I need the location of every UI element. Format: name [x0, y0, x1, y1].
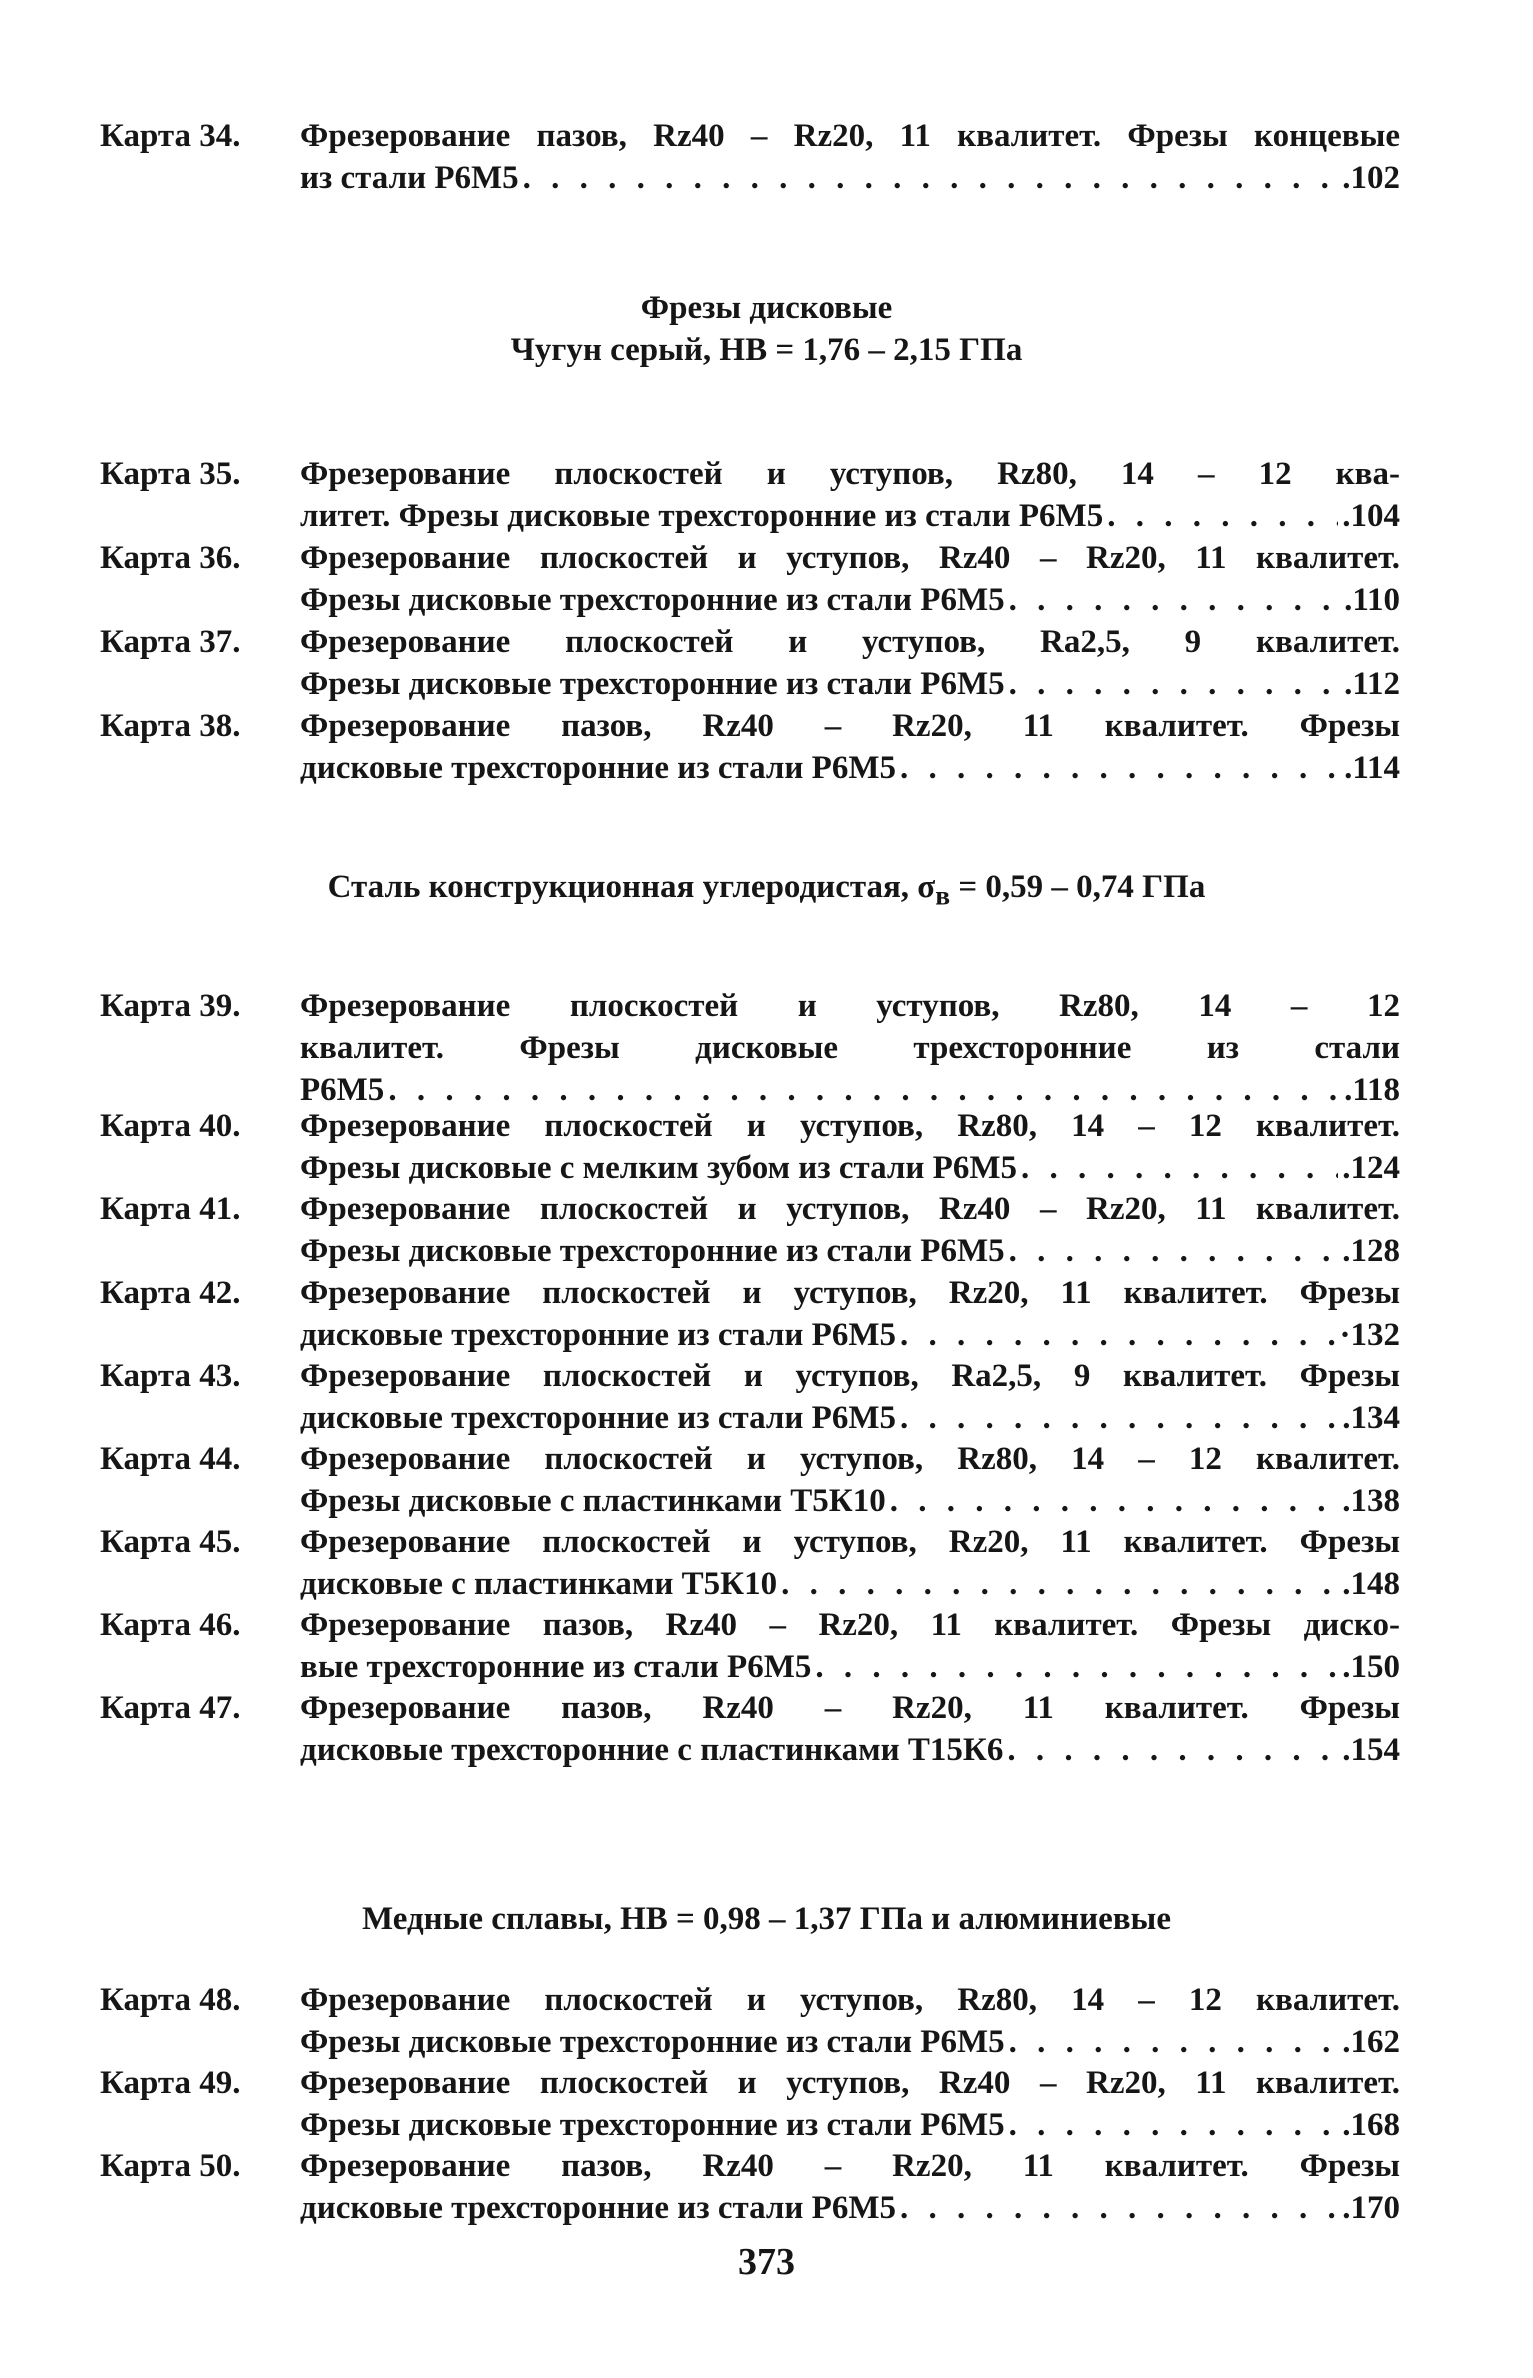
- entry-line: Фрезы дисковые трехсторонние из стали Р6М5: [300, 666, 1005, 702]
- entry-text: [300, 1105, 1400, 1189]
- entry-leader-line: [300, 157, 1400, 199]
- entry-page: .112: [1344, 666, 1400, 702]
- entry-text: [300, 1438, 1400, 1522]
- section-title-subscript: в: [935, 879, 951, 911]
- dot-leader: [1009, 1230, 1339, 1272]
- entry-leader-line: [300, 2187, 1400, 2229]
- entry-label: Карта 43.: [100, 1358, 241, 1394]
- entry-line: Фрезы дисковые трехсторонние из стали Р6М5: [300, 2107, 1005, 2143]
- entry-line: Фрезерование пазов, Rz40 – Rz20, 11 квалитет. Фрезы: [300, 708, 1400, 744]
- entry-leader-line: [300, 1480, 1400, 1522]
- dot-leader: [1021, 1147, 1338, 1189]
- entry-text: [300, 453, 1400, 537]
- entry-text: [300, 985, 1400, 1111]
- entry-line: Фрезы дисковые трехсторонние из стали Р6М5: [300, 582, 1005, 618]
- entry-page: .104: [1342, 498, 1400, 534]
- dot-leader: [1009, 2021, 1339, 2063]
- entry-leader-line: [300, 495, 1400, 537]
- entry-text: [300, 705, 1400, 789]
- page-number: 373: [738, 2241, 795, 2283]
- dot-leader: [781, 1563, 1338, 1605]
- entry-leader-line: [300, 663, 1400, 705]
- entry-label: Карта 36.: [100, 540, 241, 576]
- entry-label: Карта 45.: [100, 1524, 241, 1560]
- entry-text: [300, 1687, 1400, 1771]
- section-title: [0, 865, 1533, 918]
- entry-text: [300, 1355, 1400, 1439]
- dot-leader: [815, 1646, 1338, 1688]
- entry-line: Фрезерование плоскостей и уступов, Rz80, 14 – 12 квалитет.: [300, 1108, 1400, 1144]
- entry-label: Карта 38.: [100, 708, 241, 744]
- entry-page: .118: [1344, 1072, 1400, 1108]
- entry-line: Фрезерование плоскостей и уступов, Rz40 – Rz20, 11 квалитет.: [300, 1191, 1400, 1227]
- entry-line: дисковые с пластинками Т5К10: [300, 1566, 778, 1602]
- entry-line: Фрезерование плоскостей и уступов, Rz80, 14 – 12 квалитет.: [300, 1441, 1400, 1477]
- entry-line: из стали Р6М5: [300, 160, 519, 196]
- entry-text: [300, 1188, 1400, 1272]
- entry-leader-line: [300, 1646, 1400, 1688]
- entry-leader-line: [300, 1147, 1400, 1189]
- entry-text: [300, 1272, 1400, 1356]
- entry-page: .110: [1344, 582, 1400, 618]
- entry-leader-line: [300, 2021, 1400, 2063]
- entry-line: Фрезы дисковые с мелким зубом из стали Р6М5: [300, 1150, 1017, 1186]
- entry-text: [300, 115, 1400, 199]
- entry-line: Фрезерование плоскостей и уступов, Ra2,5, 9 квалитет. Фрезы: [300, 1358, 1400, 1394]
- entry-leader-line: [300, 1314, 1400, 1356]
- dot-leader: [1007, 1729, 1338, 1771]
- entry-page: .114: [1344, 750, 1400, 786]
- dot-leader: [900, 1397, 1338, 1439]
- entry-page: ·132: [1339, 1317, 1400, 1353]
- dot-leader: [900, 1314, 1336, 1356]
- entry-line: дисковые трехсторонние из стали Р6М5: [300, 1317, 896, 1353]
- entry-text: [300, 1604, 1400, 1688]
- entry-line: дисковые трехсторонние из стали Р6М5: [300, 1400, 896, 1436]
- entry-label: Карта 46.: [100, 1607, 241, 1643]
- entry-label: Карта 42.: [100, 1275, 241, 1311]
- entry-text: [300, 2145, 1400, 2229]
- dot-leader: [1107, 495, 1338, 537]
- entry-label: Карта 41.: [100, 1191, 241, 1227]
- entry-line: вые трехсторонние из стали Р6М5: [300, 1649, 812, 1685]
- entry-line: Фрезерование плоскостей и уступов, Rz40 – Rz20, 11 квалитет.: [300, 2065, 1400, 2101]
- entry-leader-line: [300, 579, 1400, 621]
- entry-line: Фрезерование плоскостей и уступов, Rz20, 11 квалитет. Фрезы: [300, 1524, 1400, 1560]
- entry-page: .138: [1342, 1483, 1400, 1519]
- entry-line: Фрезерование пазов, Rz40 – Rz20, 11 квалитет. Фрезы: [300, 1690, 1400, 1726]
- entry-page: .154: [1342, 1732, 1400, 1768]
- entry-page: .148: [1342, 1566, 1400, 1602]
- entry-label: Карта 44.: [100, 1441, 241, 1477]
- entry-line: Р6М5: [300, 1072, 385, 1108]
- entry-line: Фрезерование плоскостей и уступов, Rz80, 14 – 12 ква-: [300, 456, 1400, 492]
- entry-label: Карта 34.: [100, 118, 241, 154]
- entry-line: Фрезерование плоскостей и уступов, Rz20, 11 квалитет. Фрезы: [300, 1275, 1400, 1311]
- entry-page: .162: [1342, 2024, 1400, 2060]
- entry-page: .150: [1342, 1649, 1400, 1685]
- section-subtitle: Чугун серый, НВ = 1,76 – 2,15 ГПа: [510, 332, 1023, 368]
- entry-page: .168: [1342, 2107, 1400, 2143]
- dot-leader: [523, 157, 1339, 199]
- entry-label: Карта 37.: [100, 624, 241, 660]
- entry-line: Фрезерование пазов, Rz40 – Rz20, 11 квалитет. Фрезы концевые: [300, 118, 1400, 154]
- entry-leader-line: [300, 1230, 1400, 1272]
- entry-line: дисковые трехсторонние из стали Р6М5: [300, 750, 896, 786]
- entry-label: Карта 47.: [100, 1690, 241, 1726]
- entry-label: Карта 40.: [100, 1108, 241, 1144]
- section-title-tail: = 0,59 – 0,74 ГПа: [950, 869, 1206, 905]
- entry-leader-line: [300, 2104, 1400, 2146]
- entry-line: литет. Фрезы дисковые трехсторонние из стали Р6М5: [300, 498, 1104, 534]
- entry-page: .102: [1342, 160, 1400, 196]
- entry-page: .124: [1342, 1150, 1400, 1186]
- entry-leader-line: [300, 1563, 1400, 1605]
- section-title-text: Сталь конструкционная углеродистая, σ: [327, 869, 936, 905]
- entry-line: Фрезы дисковые с пластинками Т5К10: [300, 1483, 886, 1519]
- entry-label: Карта 35.: [100, 456, 241, 492]
- entry-line: Фрезерование пазов, Rz40 – Rz20, 11 квалитет. Фрезы: [300, 2148, 1400, 2184]
- dot-leader: [900, 2187, 1338, 2229]
- entry-leader-line: [300, 747, 1400, 789]
- entry-text: [300, 621, 1400, 705]
- dot-leader: [900, 747, 1340, 789]
- entry-line: дисковые трехсторонние из стали Р6М5: [300, 2190, 896, 2226]
- entry-line: Фрезерование плоскостей и уступов, Rz40 – Rz20, 11 квалитет.: [300, 540, 1400, 576]
- entry-page: .128: [1342, 1233, 1400, 1269]
- section-title: Фрезы дисковые: [640, 290, 893, 326]
- dot-leader: [1009, 663, 1340, 705]
- entry-label: Карта 50.: [100, 2148, 241, 2184]
- entry-leader-line: [300, 1729, 1400, 1771]
- entry-label: Карта 39.: [100, 988, 241, 1024]
- entry-label: Карта 49.: [100, 2065, 241, 2101]
- entry-line: Фрезы дисковые трехсторонние из стали Р6М5: [300, 1233, 1005, 1269]
- dot-leader: [1009, 579, 1340, 621]
- entry-page: .134: [1342, 1400, 1400, 1436]
- dot-leader: [890, 1480, 1339, 1522]
- entry-line: Фрезерование плоскостей и уступов, Ra2,5, 9 квалитет.: [300, 624, 1400, 660]
- entry-line: Фрезерование пазов, Rz40 – Rz20, 11 квалитет. Фрезы диско-: [300, 1607, 1400, 1643]
- entry-line: Фрезерование плоскостей и уступов, Rz80, 14 – 12 квалитет.: [300, 1982, 1400, 2018]
- entry-page: .170: [1342, 2190, 1400, 2226]
- entry-line: Фрезерование плоскостей и уступов, Rz80, 14 – 12: [300, 988, 1400, 1024]
- section-title: Медные сплавы, НВ = 0,98 – 1,37 ГПа и алюминиевые: [362, 1901, 1171, 1937]
- entry-label: Карта 48.: [100, 1982, 241, 2018]
- entry-line: дисковые трехсторонние с пластинками Т15К6: [300, 1732, 1004, 1768]
- entry-line: квалитет. Фрезы дисковые трехсторонние из стали: [300, 1030, 1400, 1066]
- dot-leader: [1009, 2104, 1339, 2146]
- entry-text: [300, 1979, 1400, 2063]
- entry-text: [300, 1521, 1400, 1605]
- entry-line: Фрезы дисковые трехсторонние из стали Р6М5: [300, 2024, 1005, 2060]
- entry-text: [300, 537, 1400, 621]
- entry-leader-line: [300, 1397, 1400, 1439]
- entry-text: [300, 2062, 1400, 2146]
